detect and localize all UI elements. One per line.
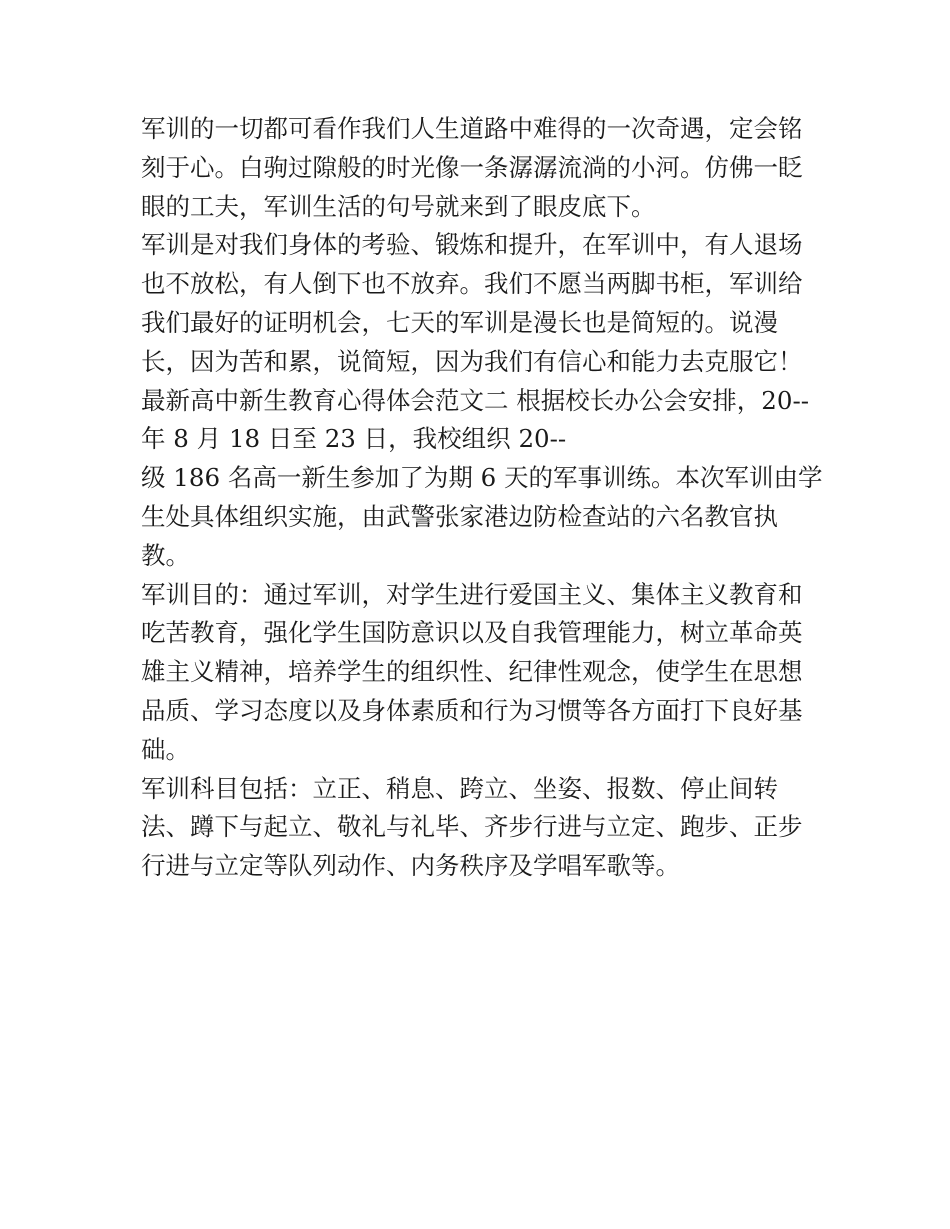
text-line: 军训的一切都可看作我们人生道路中难得的一次奇遇，定会铭 — [141, 114, 803, 143]
text-line: 法、蹲下与起立、敬礼与礼毕、齐步行进与立定、跑步、正步 — [141, 812, 803, 842]
text-line: 生处具体组织实施，由武警张家港边防检查站的六名教官执 — [141, 501, 778, 531]
text-line: 雄主义精神，培养学生的组织性、纪律性观念，使学生在思想 — [141, 657, 803, 687]
text-line: 级 186 名高一新生参加了为期 6 天的军事训练。本次军训由学 — [141, 463, 823, 493]
text-line: 年 8 月 18 日至 23 日，我校组织 20-- — [141, 424, 567, 454]
text-line: 军训目的：通过军训，对学生进行爱国主义、集体主义教育和 — [141, 579, 803, 609]
text-line: 教。 — [141, 540, 190, 570]
text-line: 吃苦教育，强化学生国防意识以及自我管理能力，树立革命英 — [141, 618, 803, 648]
text-line: 长，因为苦和累，说简短，因为我们有信心和能力去克服它！ — [141, 346, 803, 376]
text-line: 我们最好的证明机会，七天的军训是漫长也是简短的。说漫 — [141, 307, 778, 337]
text-line: 品质、学习态度以及身体素质和行为习惯等各方面打下良好基 — [141, 695, 803, 725]
text-line: 军训是对我们身体的考验、锻炼和提升，在军训中，有人退场 — [141, 230, 803, 260]
text-line: 行进与立定等队列动作、内务秩序及学唱军歌等。 — [141, 851, 680, 881]
text-line: 最新高中新生教育心得体会范文二 根据校长办公会安排，20-- — [141, 385, 810, 415]
text-line: 眼的工夫，军训生活的句号就来到了眼皮底下。 — [141, 191, 656, 221]
text-line: 也不放松，有人倒下也不放弃。我们不愿当两脚书柜，军训给 — [141, 269, 803, 299]
text-line: 刻于心。白驹过隙般的时光像一条潺潺流淌的小河。仿佛一眨 — [141, 152, 803, 182]
text-line: 础。 — [141, 734, 190, 764]
document-body — [141, 110, 821, 886]
text-line: 军训科目包括：立正、稍息、跨立、坐姿、报数、停止间转 — [141, 773, 778, 803]
